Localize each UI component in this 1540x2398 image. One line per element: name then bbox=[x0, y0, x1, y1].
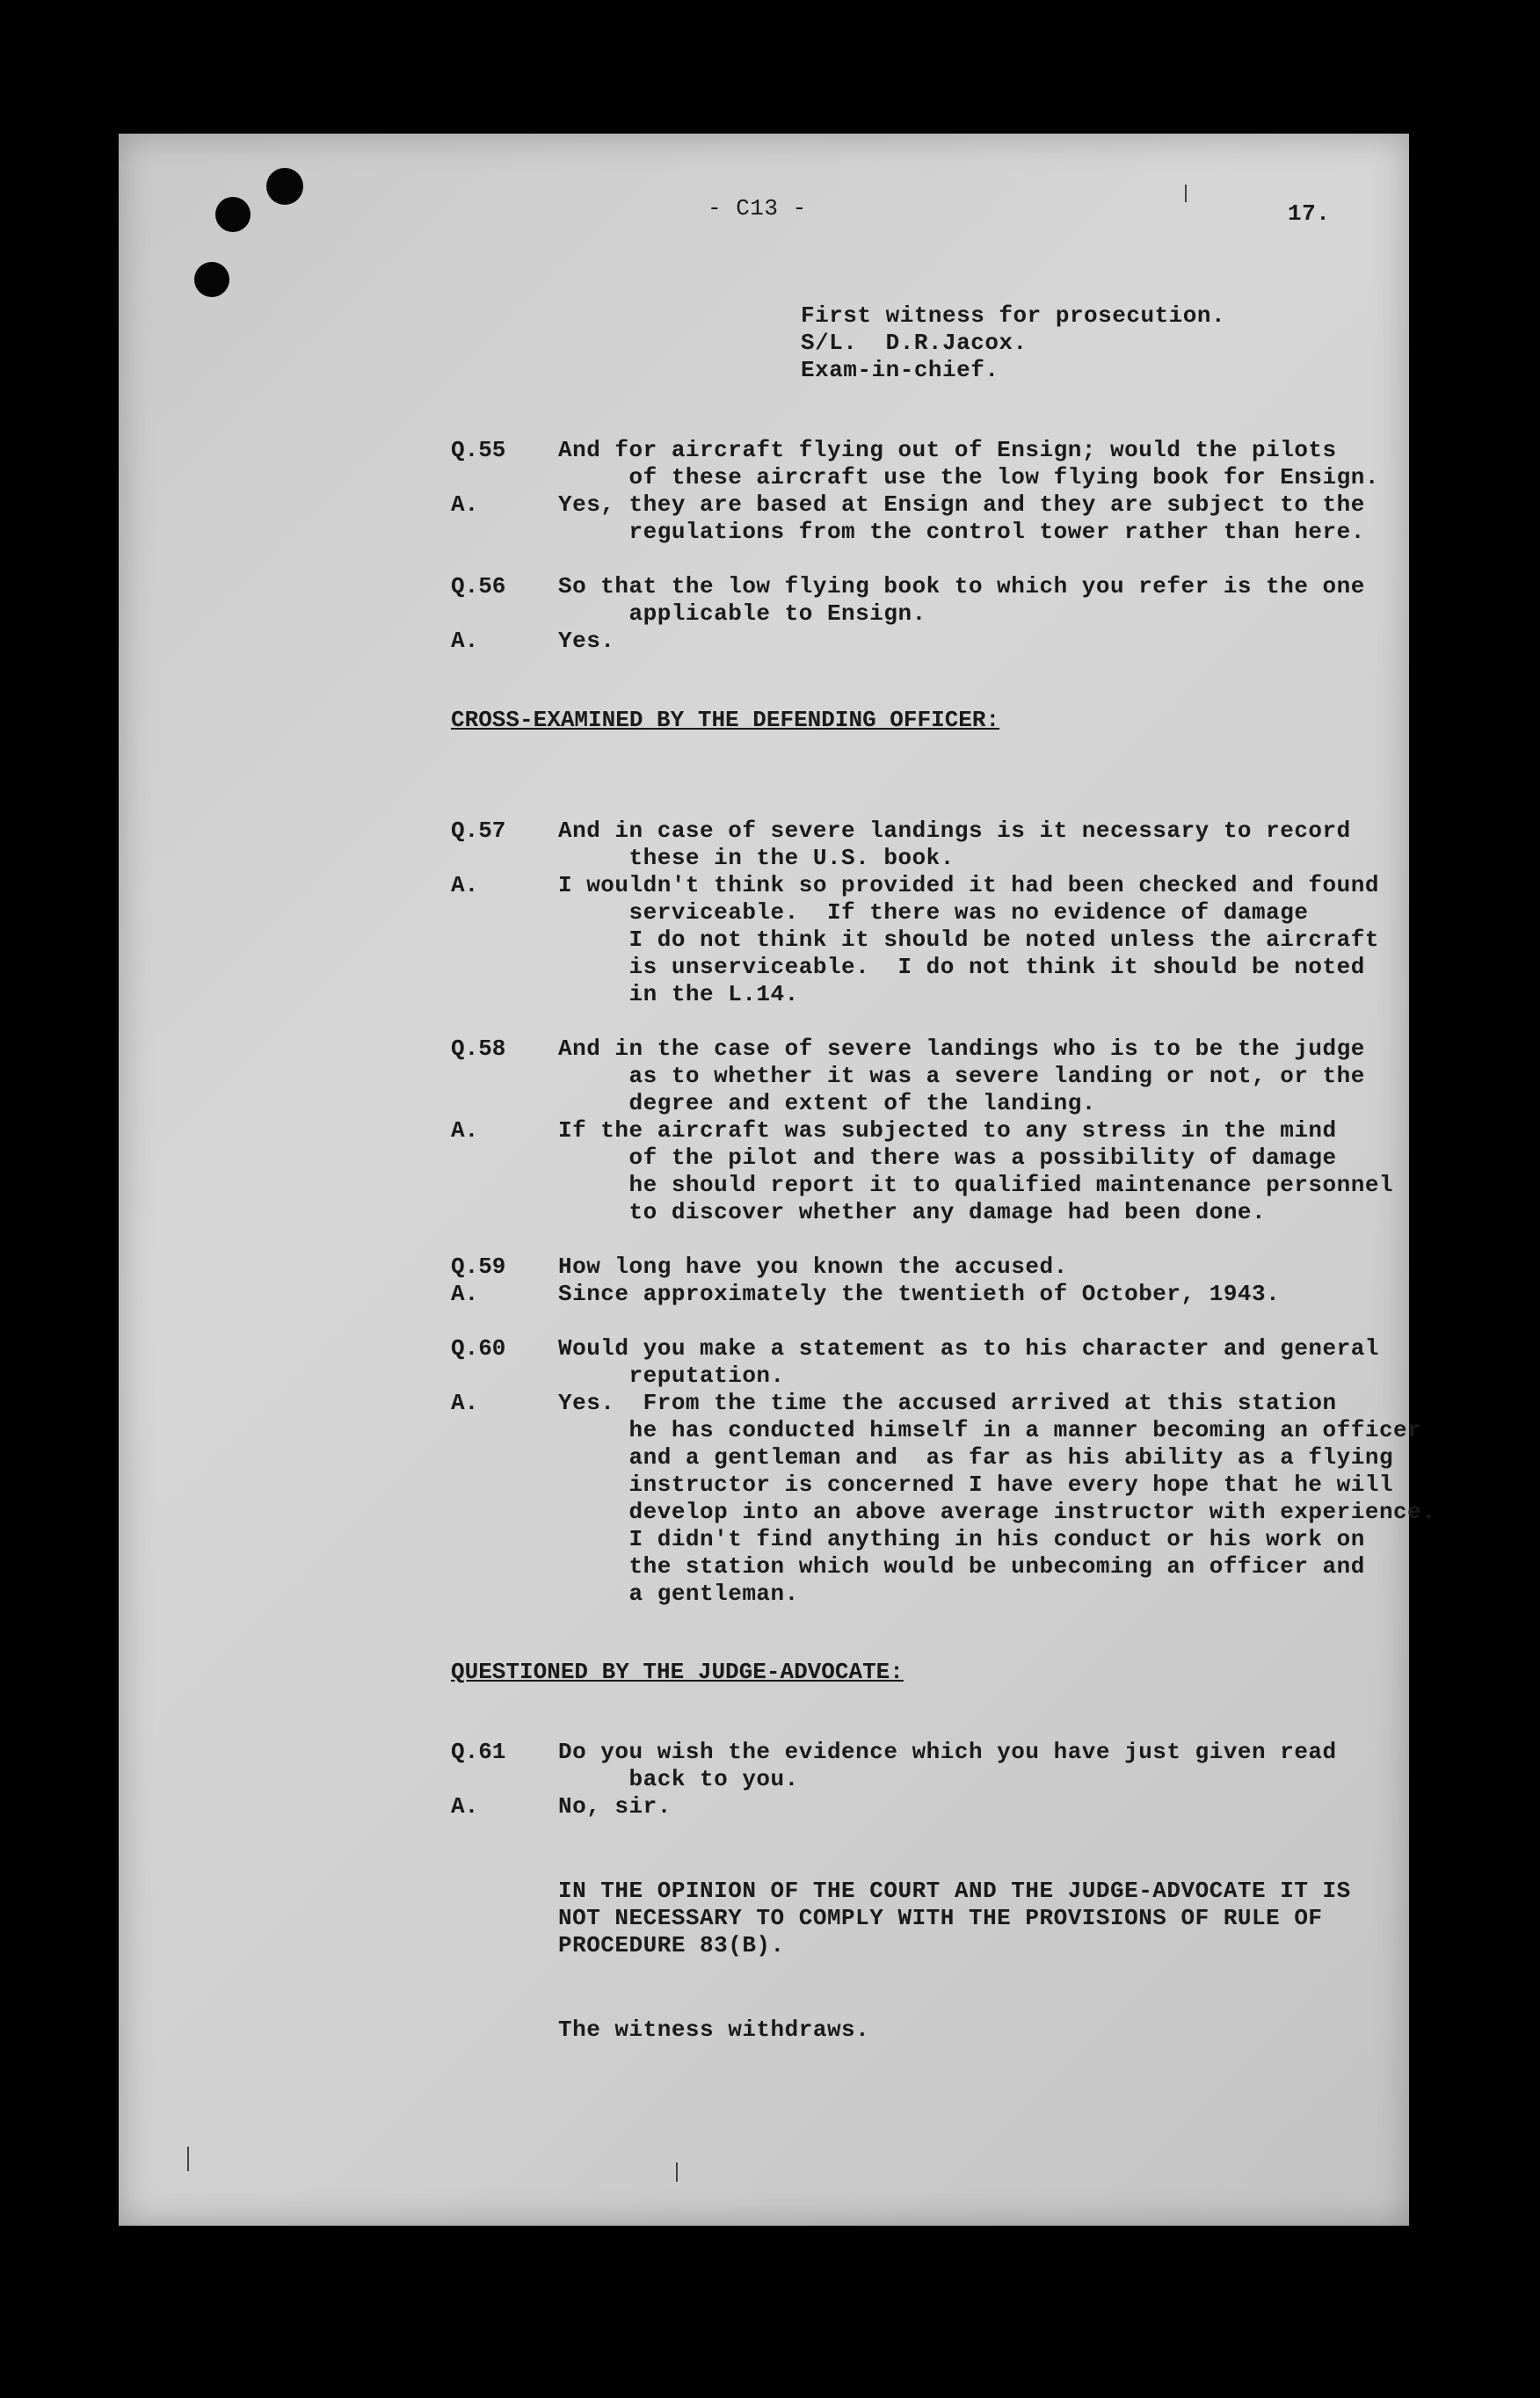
entry-label: Q.56 bbox=[451, 573, 506, 600]
entry-line: instructor is concerned I have every hope that he will bbox=[558, 1472, 1394, 1498]
entry-line: he should report it to qualified maintenance personnel bbox=[558, 1172, 1394, 1198]
document-page bbox=[119, 134, 1436, 2226]
entry-label: A. bbox=[451, 1281, 479, 1307]
opinion-line: IN THE OPINION OF THE COURT AND THE JUDGE-ADVOCATE IT IS bbox=[558, 1878, 1351, 1904]
court-opinion bbox=[558, 1878, 1351, 1959]
punch-hole bbox=[215, 197, 251, 232]
entry-line: So that the low flying book to which you refer is the one bbox=[558, 573, 1365, 600]
entry-label: A. bbox=[451, 1390, 479, 1416]
entry-line: the station which would be unbecoming an officer and bbox=[558, 1553, 1365, 1580]
entry-line: and a gentleman and as far as his ability as a flying bbox=[558, 1444, 1394, 1471]
entry-line: back to you. bbox=[558, 1766, 799, 1792]
stray-mark bbox=[1185, 185, 1187, 202]
stray-mark bbox=[676, 2162, 678, 2182]
entry-line: I didn't find anything in his conduct or his work on bbox=[558, 1526, 1365, 1552]
entry-label: Q.58 bbox=[451, 1036, 506, 1062]
entry-line: If the aircraft was subjected to any stress in the mind bbox=[558, 1117, 1337, 1144]
entry-label: Q.55 bbox=[451, 437, 506, 463]
entry-line: No, sir. bbox=[558, 1793, 672, 1820]
entry-line: is unserviceable. I do not think it should be noted bbox=[558, 954, 1365, 980]
entry-line: I wouldn't think so provided it had been checked and found bbox=[558, 872, 1379, 898]
entry-label: A. bbox=[451, 628, 479, 654]
entry-line: And in case of severe landings is it necessary to record bbox=[558, 818, 1351, 844]
entry-label: Q.61 bbox=[451, 1739, 506, 1765]
entry-line: Do you wish the evidence which you have just given read bbox=[558, 1739, 1337, 1765]
entry-line: Yes. From the time the accused arrived at this station bbox=[558, 1390, 1337, 1416]
entry-line: as to whether it was a severe landing or not, or the bbox=[558, 1063, 1365, 1089]
entry-line: a gentleman. bbox=[558, 1580, 799, 1607]
entry-line: And in the case of severe landings who is to be the judge bbox=[558, 1036, 1365, 1062]
cross-exam-heading: CROSS-EXAMINED BY THE DEFENDING OFFICER: bbox=[451, 707, 1000, 733]
entry-line: Since approximately the twentieth of October, 1943. bbox=[558, 1281, 1281, 1307]
page-number: 17. bbox=[1288, 200, 1331, 227]
entry-line: serviceable. If there was no evidence of damage bbox=[558, 899, 1309, 926]
witness-line: Exam-in-chief. bbox=[801, 357, 999, 383]
witness-block bbox=[801, 302, 1225, 384]
entry-line: How long have you known the accused. bbox=[558, 1254, 1068, 1280]
entry-label: A. bbox=[451, 1793, 479, 1820]
entry-label: A. bbox=[451, 491, 479, 518]
judge-advocate-heading: QUESTIONED BY THE JUDGE-ADVOCATE: bbox=[451, 1659, 904, 1685]
witness-withdraws: The witness withdraws. bbox=[558, 2016, 870, 2043]
entry-label: Q.59 bbox=[451, 1254, 506, 1280]
entry-line: Would you make a statement as to his character and general bbox=[558, 1335, 1379, 1362]
entry-line: develop into an above average instructor with experience. bbox=[558, 1499, 1436, 1525]
entry-label: Q.57 bbox=[451, 818, 506, 844]
entry-line: reputation. bbox=[558, 1362, 785, 1389]
witness-line: S/L. D.R.Jacox. bbox=[801, 330, 1028, 356]
punch-hole bbox=[266, 168, 303, 205]
entry-line: degree and extent of the landing. bbox=[558, 1090, 1096, 1116]
entry-line: these in the U.S. book. bbox=[558, 845, 955, 871]
page-code: - C13 - bbox=[708, 195, 807, 222]
entry-line: And for aircraft flying out of Ensign; would the pilots bbox=[558, 437, 1337, 463]
entry-line: he has conducted himself in a manner becoming an officer bbox=[558, 1417, 1422, 1443]
entry-label: A. bbox=[451, 1117, 479, 1144]
entry-line: in the L.14. bbox=[558, 981, 799, 1007]
opinion-line: PROCEDURE 83(B). bbox=[558, 1932, 785, 1958]
entry-line: applicable to Ensign. bbox=[558, 600, 926, 627]
stray-mark bbox=[187, 2147, 189, 2171]
entry-label: Q.60 bbox=[451, 1335, 506, 1362]
witness-line: First witness for prosecution. bbox=[801, 302, 1226, 329]
entry-label: A. bbox=[451, 872, 479, 898]
opinion-line: NOT NECESSARY TO COMPLY WITH THE PROVISIONS OF RULE OF bbox=[558, 1905, 1323, 1931]
entry-line: Yes, they are based at Ensign and they are subject to the bbox=[558, 491, 1365, 518]
entry-line: regulations from the control tower rather than here. bbox=[558, 519, 1365, 545]
entry-line: of these aircraft use the low flying book for Ensign. bbox=[558, 464, 1379, 490]
entry-line: of the pilot and there was a possibility of damage bbox=[558, 1144, 1337, 1171]
punch-hole bbox=[194, 262, 229, 297]
entry-line: to discover whether any damage had been done. bbox=[558, 1199, 1267, 1225]
entry-line: I do not think it should be noted unless the aircraft bbox=[558, 926, 1379, 953]
entry-line: Yes. bbox=[558, 628, 615, 654]
